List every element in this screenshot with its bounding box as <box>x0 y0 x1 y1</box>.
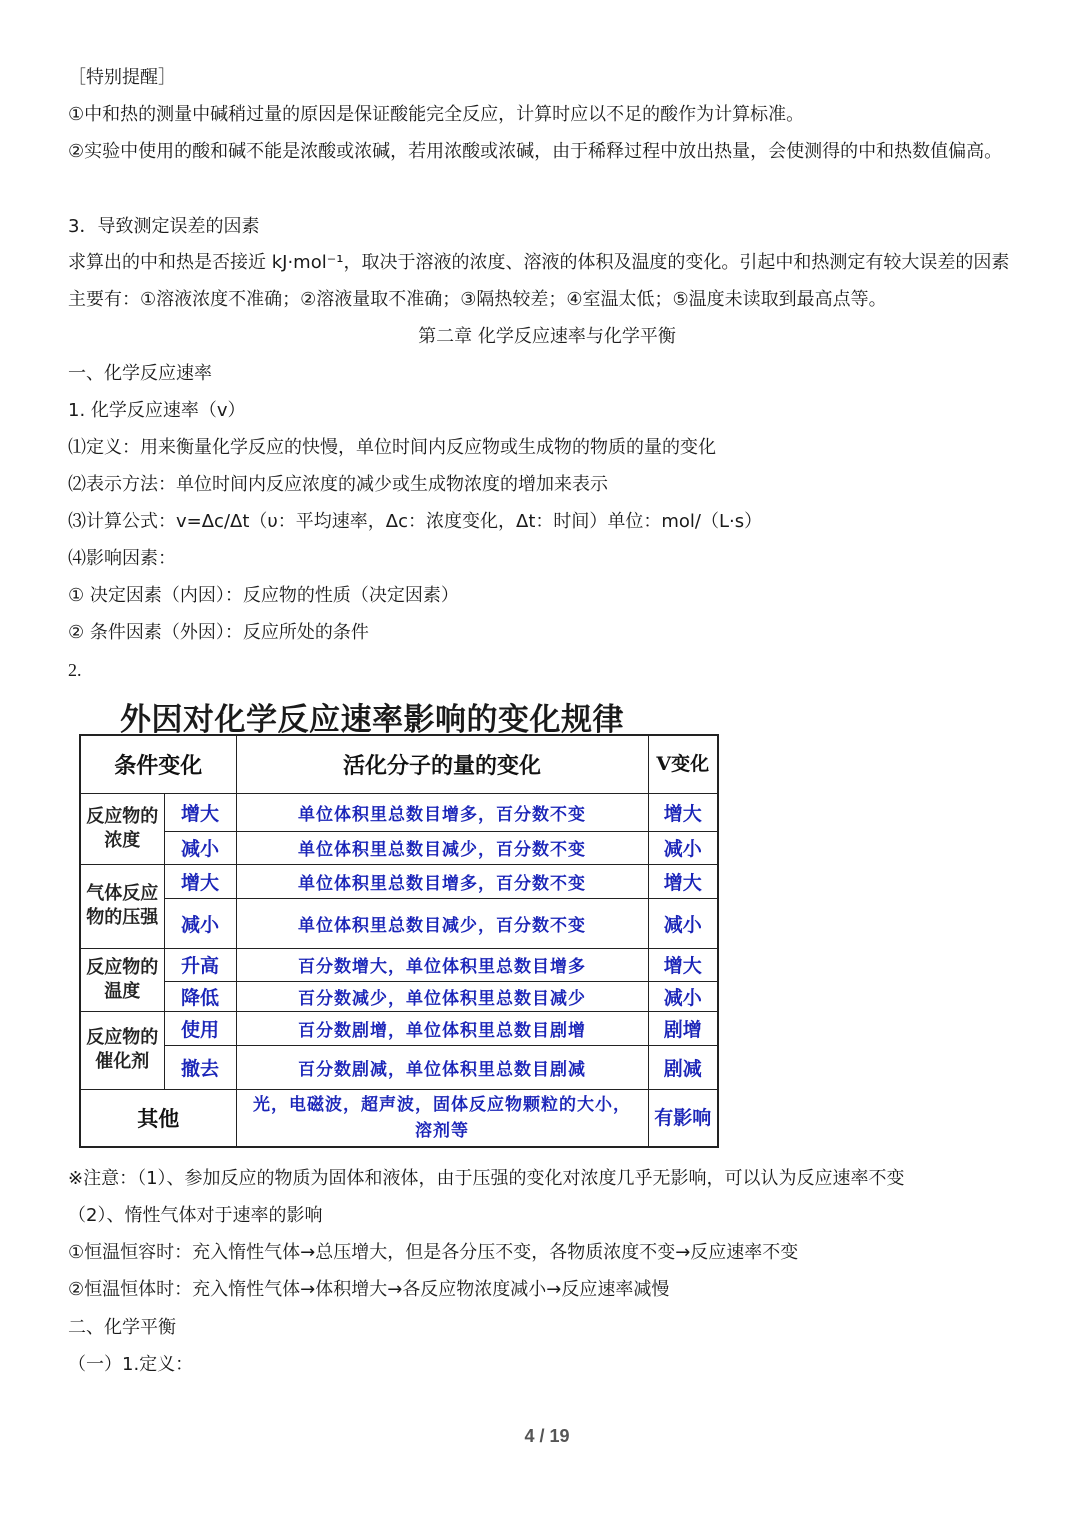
category-pressure: 气体反应物的压强 <box>80 864 164 948</box>
error-factors-body: 求算出的中和热是否接近 kJ·mol⁻¹，取决于溶液的浓度、溶液的体积及温度的变化。引起中和热测定有较大误差的因素主要有：①溶液浓度不准确；②溶液量取不准确；③隔热较差；④室温太低；⑤温度未读取到最高点等。 <box>68 252 1010 310</box>
note-2b: ②恒温恒体时：充入惰性气体→体积增大→各反应物浓度减小→反应速率减慢 <box>68 1279 670 1300</box>
error-factors-heading: 3．导致测定误差的因素 <box>68 216 260 237</box>
v-change-cell: 增大 <box>648 948 718 981</box>
note-2a: ①恒温恒容时：充入惰性气体→总压增大，但是各分压不变，各物质浓度不变→反应速率不变 <box>68 1242 799 1263</box>
category-catalyst: 反应物的催化剂 <box>80 1011 164 1089</box>
rate-representation: ⑵表示方法：单位时间内反应浓度的减少或生成物浓度的增加来表示 <box>68 474 608 495</box>
condition-cell: 减小 <box>164 898 236 948</box>
rate-factor-internal: ① 决定因素（内因）：反应物的性质（决定因素） <box>68 585 459 606</box>
v-change-cell: 增大 <box>648 864 718 898</box>
description-cell: 单位体积里总数目减少，百分数不变 <box>236 898 648 948</box>
v-change-cell: 剧增 <box>648 1011 718 1045</box>
section-rate-heading: 一、化学反应速率 <box>68 363 212 384</box>
v-change-cell: 剧减 <box>648 1045 718 1089</box>
table-row <box>80 864 718 898</box>
table-row <box>80 793 718 831</box>
section-equilibrium-heading: 二、化学平衡 <box>68 1317 176 1338</box>
table-header-row <box>80 735 718 793</box>
note-2: （2）、惰性气体对于速率的影响 <box>68 1205 323 1226</box>
table-row <box>80 1045 718 1089</box>
description-cell: 单位体积里总数目增多，百分数不变 <box>236 864 648 898</box>
category-other: 其他 <box>80 1089 236 1147</box>
reminder-heading: ［特别提醒］ <box>68 67 176 88</box>
reminder-item-2: ②实验中使用的酸和碱不能是浓酸或浓碱，若用浓酸或浓碱，由于稀释过程中放出热量，会使测得的中和热数值偏高。 <box>68 141 1003 162</box>
rate-definition: ⑴定义：用来衡量化学反应的快慢，单位时间内反应物或生成物的物质的量的变化 <box>68 437 716 458</box>
description-cell: 单位体积里总数目减少，百分数不变 <box>236 831 648 864</box>
condition-cell: 撤去 <box>164 1045 236 1089</box>
table-row <box>80 1011 718 1045</box>
description-cell: 百分数减少，单位体积里总数目减少 <box>236 981 648 1011</box>
rate-formula: ⑶计算公式：v=Δc/Δt（υ：平均速率，Δc：浓度变化，Δt：时间）单位：mol/（L·s） <box>68 511 763 532</box>
rate-item-1: 1. 化学反应速率（v） <box>68 400 246 421</box>
chapter-title: 第二章 化学反应速率与化学平衡 <box>418 326 676 347</box>
figure-title: 外因对化学反应速率影响的变化规律 <box>120 702 624 738</box>
rate-factor-external: ② 条件因素（外因）：反应所处的条件 <box>68 622 369 643</box>
condition-cell: 减小 <box>164 831 236 864</box>
table-row <box>80 1089 718 1147</box>
category-temperature: 反应物的温度 <box>80 948 164 1011</box>
header-activated-molecules: 活化分子的量的变化 <box>236 735 648 793</box>
description-cell: 百分数增大，单位体积里总数目增多 <box>236 948 648 981</box>
description-cell: 光，电磁波，超声波，固体反应物颗粒的大小，溶剂等 <box>236 1089 648 1147</box>
v-change-cell: 有影响 <box>648 1089 718 1147</box>
condition-cell: 增大 <box>164 793 236 831</box>
v-change-cell: 增大 <box>648 793 718 831</box>
reminder-item-1: ①中和热的测量中碱稍过量的原因是保证酸能完全反应，计算时应以不足的酸作为计算标准。 <box>68 104 805 125</box>
condition-cell: 升高 <box>164 948 236 981</box>
description-cell: 单位体积里总数目增多，百分数不变 <box>236 793 648 831</box>
v-change-cell: 减小 <box>648 831 718 864</box>
rate-factors-heading: ⑷影响因素： <box>68 548 176 569</box>
v-change-cell: 减小 <box>648 898 718 948</box>
page-number: 4 / 19 <box>524 1426 570 1446</box>
table-row <box>80 948 718 981</box>
condition-cell: 增大 <box>164 864 236 898</box>
table-row <box>80 898 718 948</box>
header-condition: 条件变化 <box>80 735 236 793</box>
table-row <box>80 831 718 864</box>
category-concentration: 反应物的浓度 <box>80 793 164 864</box>
description-cell: 百分数剧减，单位体积里总数目剧减 <box>236 1045 648 1089</box>
rate-rules-table <box>79 734 719 1148</box>
v-change-cell: 减小 <box>648 981 718 1011</box>
note-1: ※注意：（1）、参加反应的物质为固体和液体，由于压强的变化对浓度几乎无影响，可以认为反应速率不变 <box>68 1168 905 1189</box>
header-v-change: V变化 <box>648 735 718 793</box>
condition-cell: 使用 <box>164 1011 236 1045</box>
table-row <box>80 981 718 1011</box>
condition-cell: 降低 <box>164 981 236 1011</box>
rate-item-2: 2. <box>68 660 82 680</box>
equilibrium-definition: （一）1.定义： <box>68 1354 194 1375</box>
description-cell: 百分数剧增，单位体积里总数目剧增 <box>236 1011 648 1045</box>
